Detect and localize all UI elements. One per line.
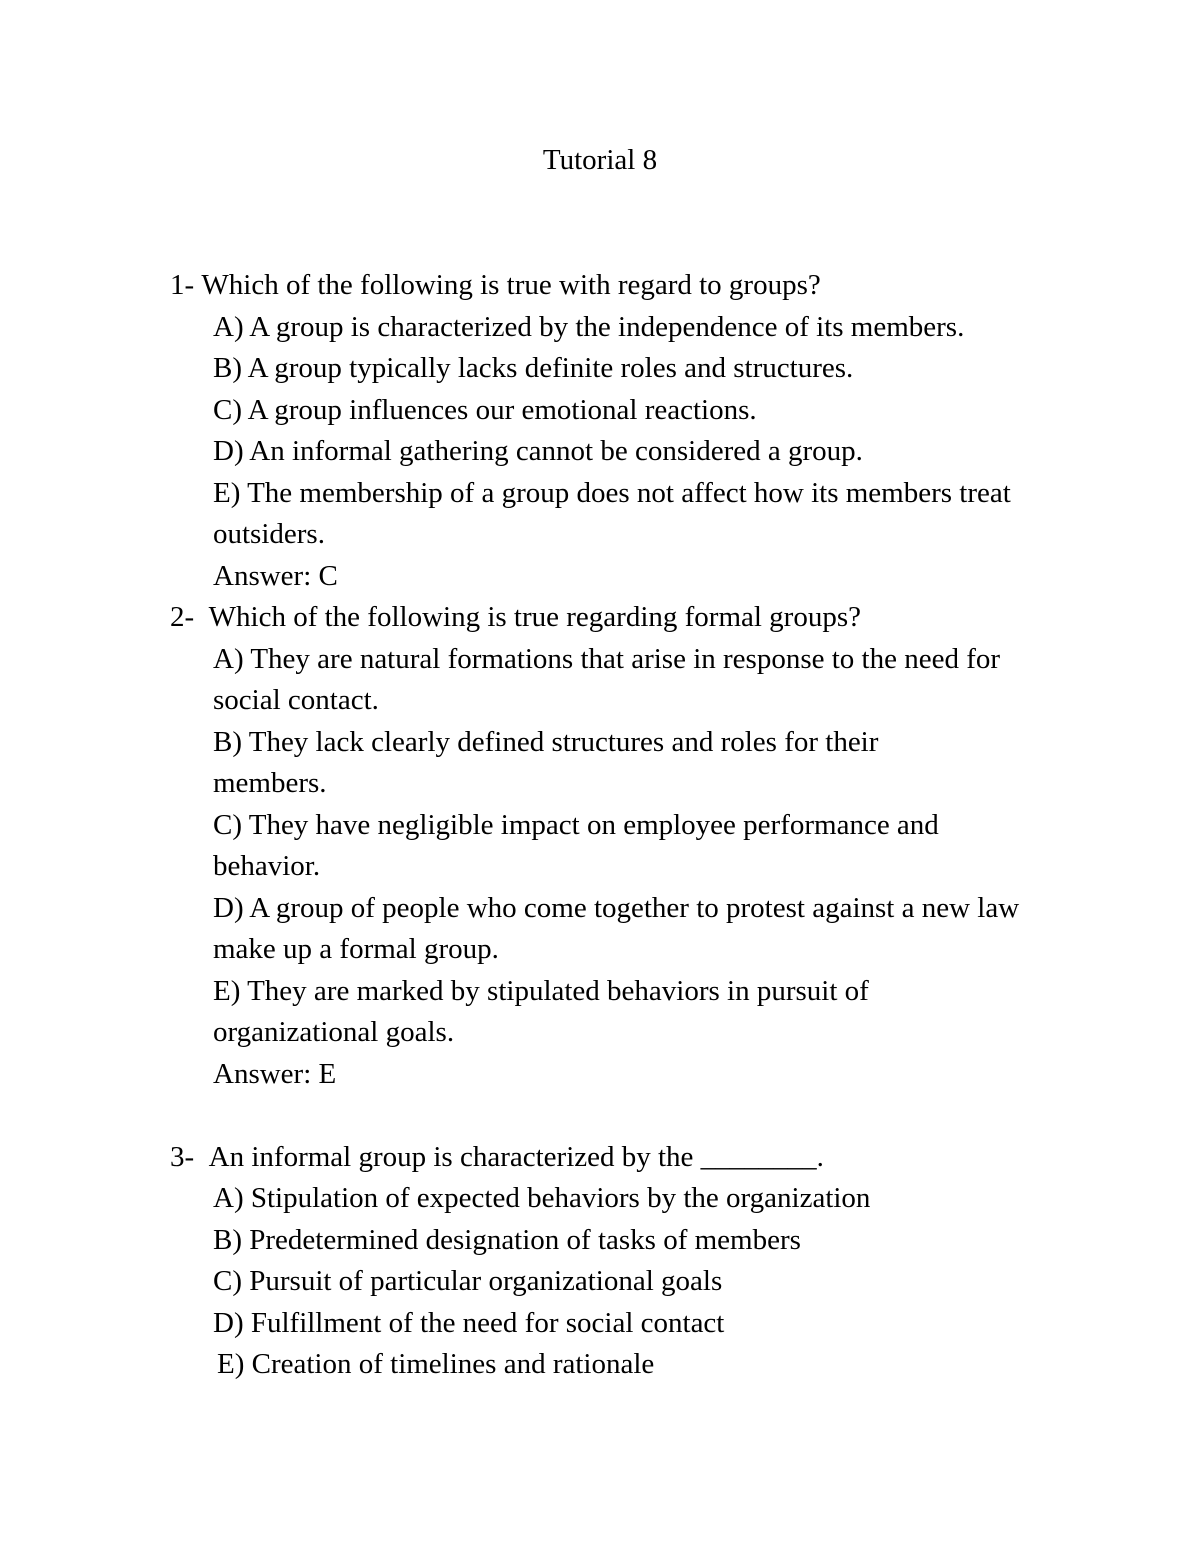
option-e: E) The membership of a group does not affect how its members treat outsiders. bbox=[213, 476, 1011, 550]
question-text: Which of the following is true with regard to groups? bbox=[201, 269, 821, 301]
option-c: C) Pursuit of particular organizational goals bbox=[213, 1265, 723, 1297]
option-d: D) Fulfillment of the need for social contact bbox=[213, 1306, 725, 1339]
answer-line: Answer: C bbox=[213, 559, 338, 592]
question-2 bbox=[170, 597, 1050, 1095]
option-d: D) A group of people who come together to protest against a new law make up a formal group. bbox=[213, 891, 1020, 965]
option-a: A) Stipulation of expected behaviors by the organization bbox=[213, 1182, 871, 1214]
option-b: B) A group typically lacks definite roles and structures. bbox=[213, 352, 854, 384]
option-a: A) They are natural formations that arise in response to the need for social contact. bbox=[213, 642, 1001, 716]
option-a: A) A group is characterized by the independence of its members. bbox=[213, 310, 965, 343]
question-3 bbox=[170, 1137, 1050, 1386]
question-text: Which of the following is true regarding formal groups? bbox=[208, 601, 861, 633]
question-1 bbox=[170, 265, 1050, 597]
question-number: 1- bbox=[170, 269, 202, 301]
option-d: D) An informal gathering cannot be considered a group. bbox=[213, 435, 863, 467]
question-text: An informal group is characterized by the ________. bbox=[208, 1140, 824, 1173]
question-list bbox=[170, 265, 1050, 1386]
option-c: C) A group influences our emotional reactions. bbox=[213, 393, 757, 426]
question-number: 2- bbox=[170, 601, 209, 633]
page-title: Tutorial 8 bbox=[542, 144, 658, 176]
option-b: B) They lack clearly defined structures and roles for their members. bbox=[213, 725, 879, 799]
question-stem bbox=[170, 1137, 1050, 1179]
option-e: E) They are marked by stipulated behaviors in pursuit of organizational goals. bbox=[213, 974, 869, 1048]
option-e: E) Creation of timelines and rationale bbox=[217, 1348, 655, 1380]
question-stem bbox=[170, 597, 1050, 639]
question-stem bbox=[170, 265, 1050, 307]
question-number: 3- bbox=[170, 1140, 209, 1173]
option-c: C) They have negligible impact on employee performance and behavior. bbox=[213, 808, 939, 882]
answer-line: Answer: E bbox=[213, 1057, 337, 1090]
option-b: B) Predetermined designation of tasks of members bbox=[213, 1223, 801, 1256]
